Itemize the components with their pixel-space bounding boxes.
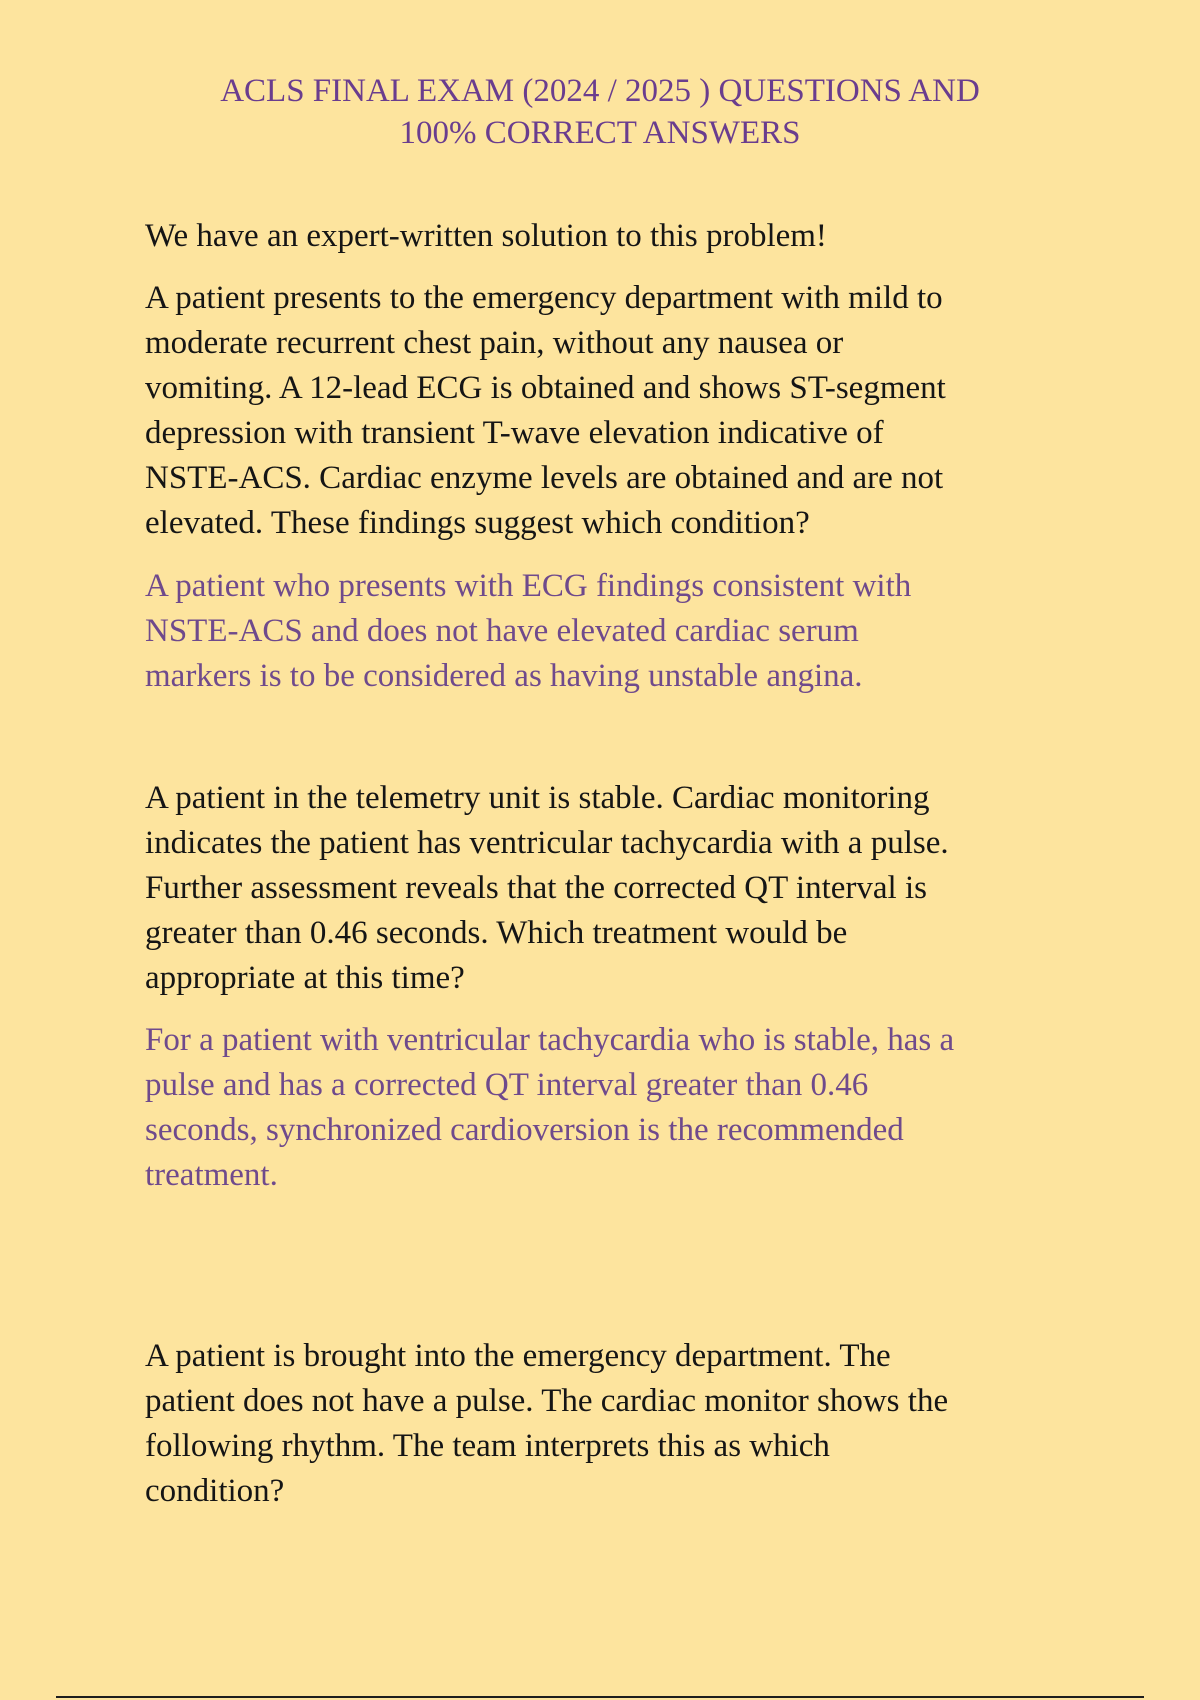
question-1-text — [145, 276, 1055, 546]
answer-2-text — [145, 1018, 1055, 1198]
answer-2-line: treatment. — [145, 1157, 278, 1193]
question-3-line: condition? — [145, 1473, 285, 1509]
question-1-line: elevated. These findings suggest which condition? — [145, 505, 810, 541]
title-line: ACLS FINAL EXAM (2024 / 2025 ) QUESTIONS AND — [220, 73, 980, 109]
answer-1-text — [145, 564, 1055, 699]
question-3-line: following rhythm. The team interprets this as which — [145, 1428, 830, 1464]
question-3-line: patient does not have a pulse. The cardiac monitor shows the — [145, 1383, 949, 1419]
question-1-line: vomiting. A 12-lead ECG is obtained and shows ST-segment — [145, 370, 946, 406]
question-3-text — [145, 1334, 1055, 1514]
question-2-line: greater than 0.46 seconds. Which treatment would be — [145, 915, 848, 951]
document-title — [0, 70, 1200, 154]
question-2-line: Further assessment reveals that the corrected QT interval is — [145, 870, 927, 906]
answer-2-line: For a patient with ventricular tachycardia who is stable, has a — [145, 1022, 955, 1058]
question-2-line: A patient in the telemetry unit is stable. Cardiac monitoring — [145, 780, 930, 816]
question-3-line: A patient is brought into the emergency department. The — [145, 1338, 891, 1374]
question-1-line: depression with transient T-wave elevation indicative of — [145, 415, 884, 451]
question-2-text — [145, 776, 1055, 1001]
question-1-line: A patient presents to the emergency department with mild to — [145, 280, 943, 316]
answer-1-line: A patient who presents with ECG findings consistent with — [145, 568, 912, 604]
question-2-line: indicates the patient has ventricular tachycardia with a pulse. — [145, 825, 949, 861]
question-1-line: moderate recurrent chest pain, without any nausea or — [145, 325, 844, 361]
question-1-line: NSTE-ACS. Cardiac enzyme levels are obtained and are not — [145, 460, 944, 496]
answer-1-line: markers is to be considered as having unstable angina. — [145, 658, 863, 694]
answer-1-line: NSTE-ACS and does not have elevated cardiac serum — [145, 613, 859, 649]
answer-2-line: pulse and has a corrected QT interval greater than 0.46 — [145, 1067, 869, 1103]
footer-divider — [56, 1696, 1144, 1698]
answer-2-line: seconds, synchronized cardioversion is the recommended — [145, 1112, 904, 1148]
intro-text: We have an expert-written solution to this problem! — [145, 218, 827, 254]
question-2-line: appropriate at this time? — [145, 960, 465, 996]
title-line: 100% CORRECT ANSWERS — [399, 115, 801, 151]
